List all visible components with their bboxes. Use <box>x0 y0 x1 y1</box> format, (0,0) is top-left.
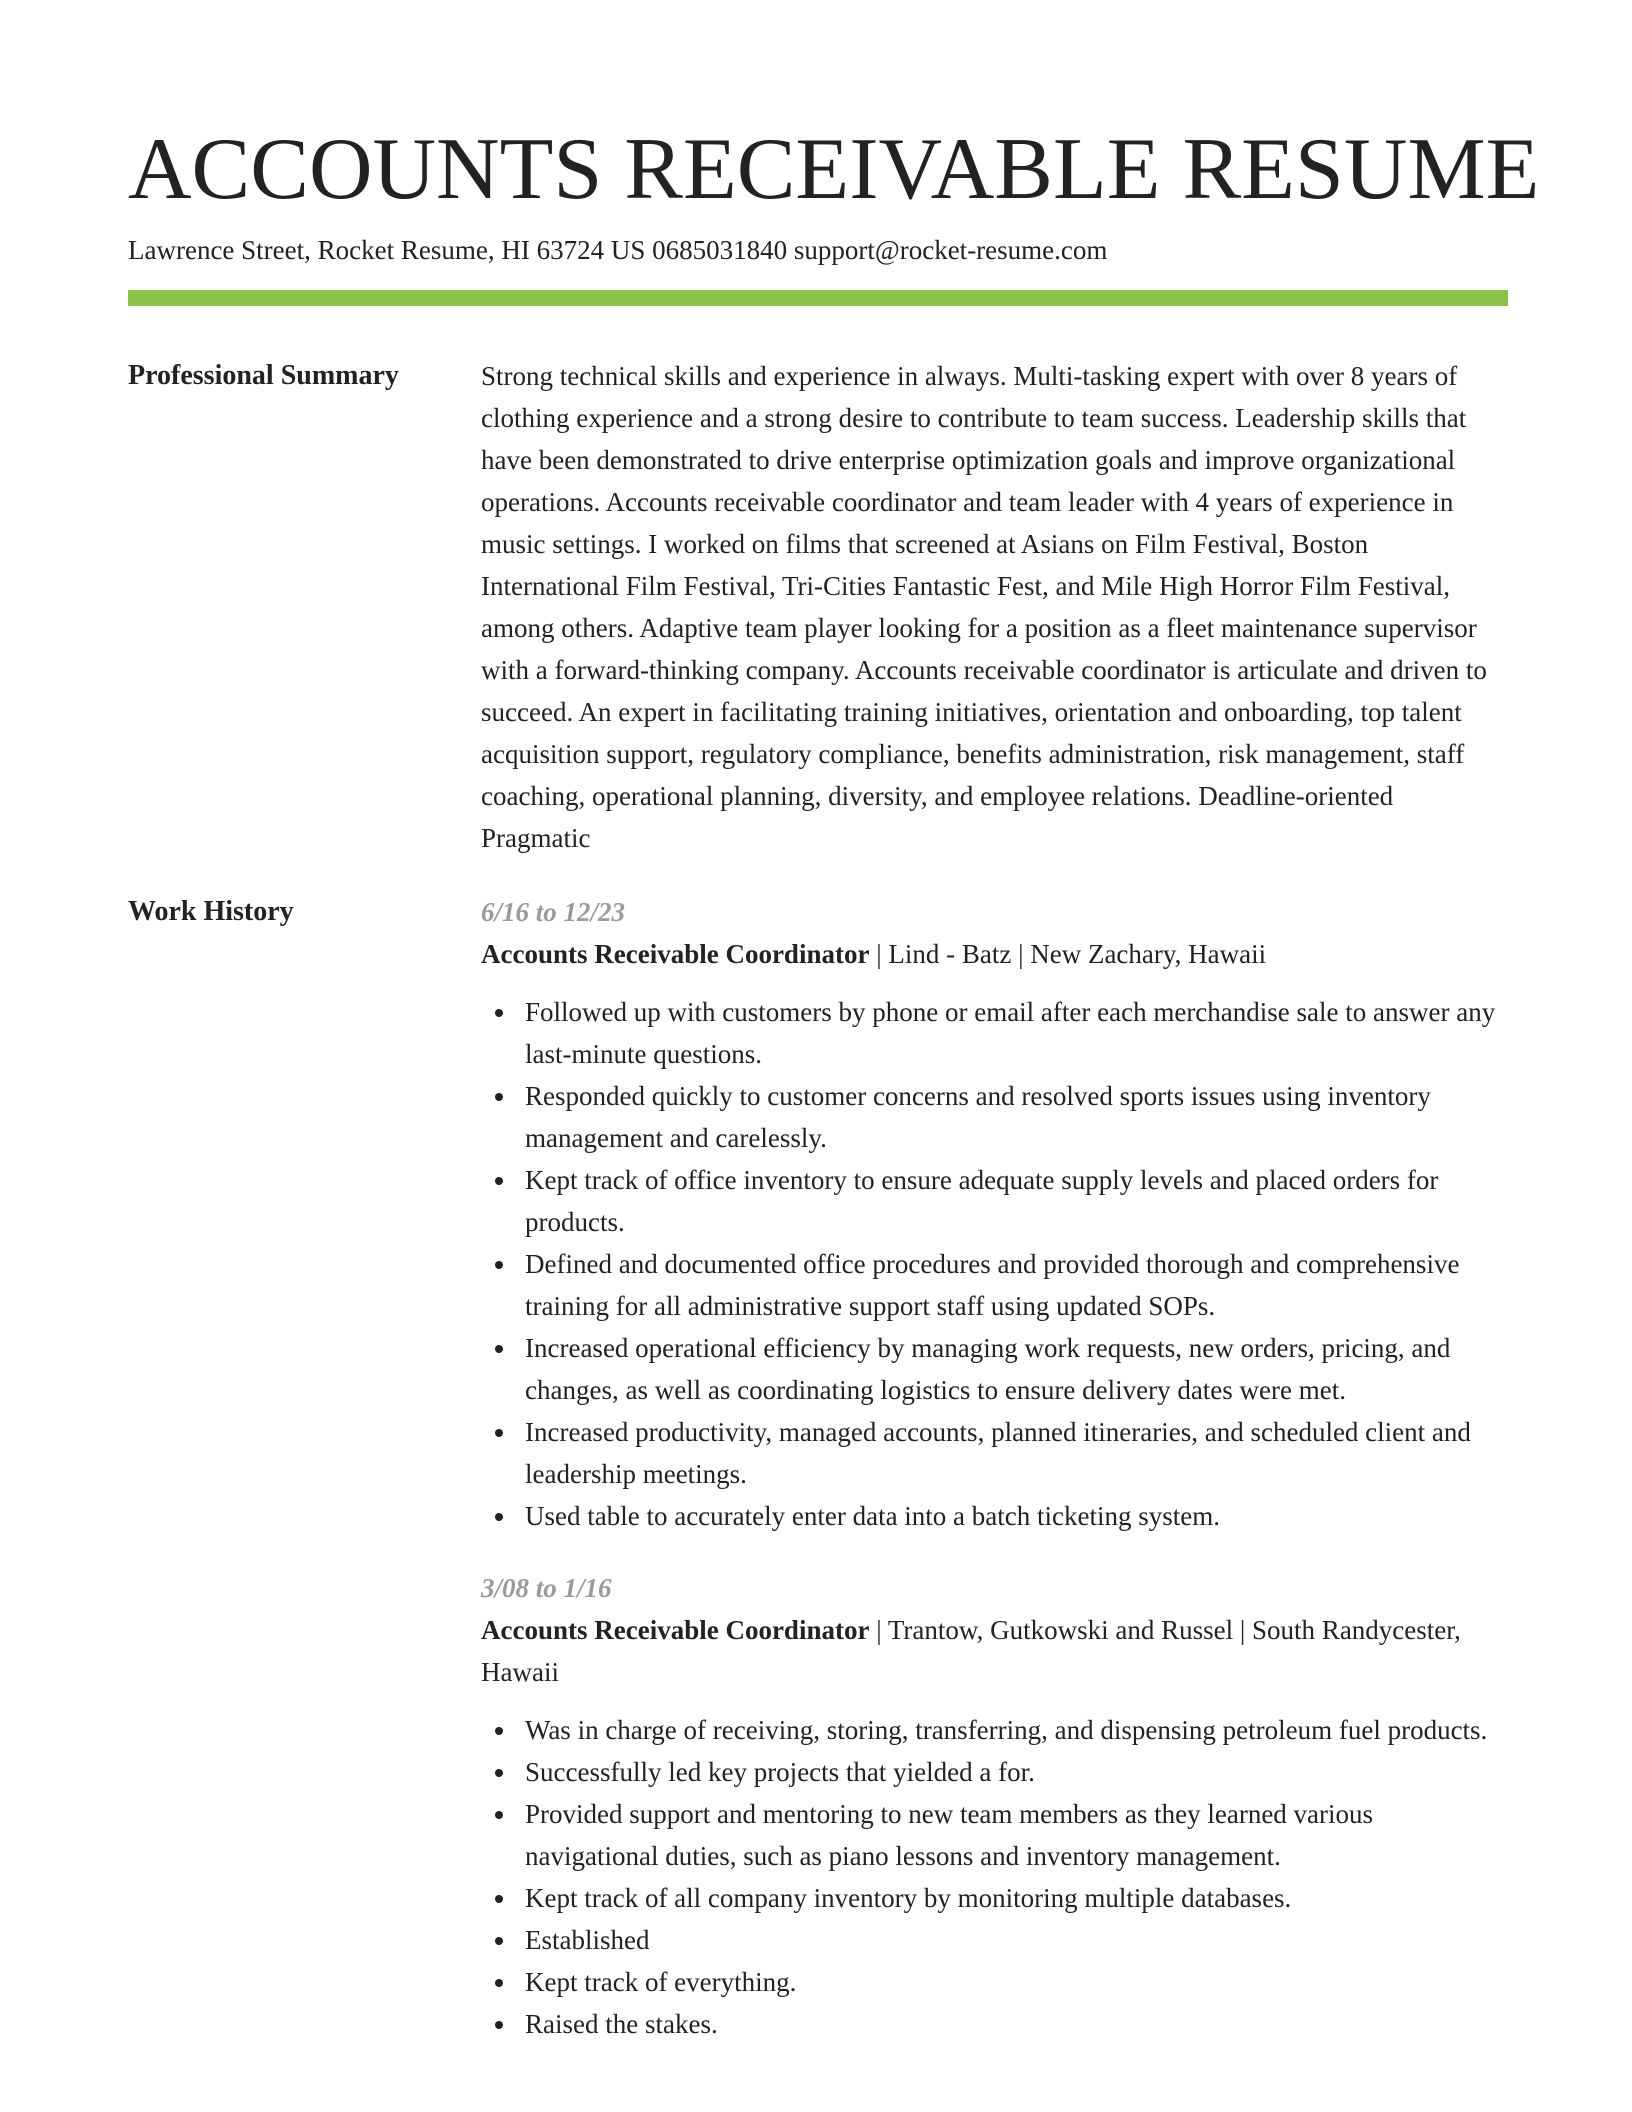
job-bullet <box>525 1075 1508 1159</box>
contact-line: Lawrence Street, Rocket Resume, HI 63724 US 0685031840 support@rocket-resume.com <box>128 235 1108 265</box>
job-employer-location: | Lind - Batz | New Zachary, Hawaii <box>869 939 1267 969</box>
work-history-section <box>128 891 1508 2045</box>
job-bullet-text: Kept track of office inventory to ensure adequate supply levels and placed orders for products. <box>525 1165 1439 1237</box>
job-bullet <box>525 1243 1508 1327</box>
job-bullet-list <box>481 1709 1508 2045</box>
job-bullet <box>525 1793 1508 1877</box>
bullet-icon <box>495 1811 503 1819</box>
work-history-body <box>481 891 1508 2045</box>
job-bullet <box>525 1751 1508 1793</box>
summary-body <box>481 355 1508 859</box>
bullet-icon <box>495 1979 503 1987</box>
job-bullet-text: Raised the stakes. <box>525 2009 718 2039</box>
job-bullet-text: Followed up with customers by phone or email after each merchandise sale to answer any last-minute questions. <box>525 997 1496 1069</box>
job-employer-location: | Trantow, Gutkowski and Russel | South Randycester, Hawaii <box>481 1615 1461 1687</box>
bullet-icon <box>495 1895 503 1903</box>
bullet-icon <box>495 2021 503 2029</box>
summary-text: Strong technical skills and experience in always. Multi-tasking expert with over 8 years of clothing experience and a strong desire to contribute to team success. Leadership skills that have been demonstrated to drive enterprise optimization goals and improve organizational operations. Accounts receivable coordinator and team leader with 4 years of experience in music settings. I worked on films that screened at Asians on Film Festival, Boston International Film Festival, Tri-Cities Fantastic Fest, and Mile High Horror Film Festival, among others. Adaptive team player looking for a position as a fleet maintenance supervisor with a forward-thinking company. Accounts receivable coordinator is articulate and driven to succeed. An expert in facilitating training initiatives, orientation and onboarding, top talent acquisition support, regulatory compliance, benefits administration, risk management, staff coaching, operational planning, diversity, and employee relations. Deadline-oriented Pragmatic <box>481 361 1487 853</box>
bullet-icon <box>495 1093 503 1101</box>
job-bullet <box>525 1709 1508 1751</box>
bullet-icon <box>495 1345 503 1353</box>
job-bullet <box>525 1159 1508 1243</box>
accent-divider <box>128 290 1508 306</box>
professional-summary-section <box>128 355 1508 859</box>
job-bullet-text: Established <box>525 1925 650 1955</box>
job-bullet-text: Kept track of all company inventory by monitoring multiple databases. <box>525 1883 1292 1913</box>
bullet-icon <box>495 1937 503 1945</box>
bullet-icon <box>495 1009 503 1017</box>
job-bullet <box>525 991 1508 1075</box>
job-title-line <box>481 933 1508 975</box>
job-title-line <box>481 1609 1508 1693</box>
job-role: Accounts Receivable Coordinator <box>481 1615 870 1645</box>
job-bullet-text: Successfully led key projects that yielded a for. <box>525 1757 1035 1787</box>
section-heading-work-history: Work History <box>128 896 294 927</box>
job-dates: 3/08 to 1/16 <box>481 1573 612 1603</box>
job-bullet <box>525 1327 1508 1411</box>
job-bullet-text: Defined and documented office procedures and provided thorough and comprehensive training for all administrative support staff using updated SOPs. <box>525 1249 1460 1321</box>
job-bullet <box>525 1411 1508 1495</box>
bullet-icon <box>495 1513 503 1521</box>
bullet-icon <box>495 1177 503 1185</box>
bullet-icon <box>495 1429 503 1437</box>
job-bullet <box>525 1877 1508 1919</box>
job-bullet-text: Kept track of everything. <box>525 1967 797 1997</box>
job-bullet-text: Was in charge of receiving, storing, transferring, and dispensing petroleum fuel products. <box>525 1715 1488 1745</box>
job-bullet <box>525 1495 1508 1537</box>
bullet-icon <box>495 1769 503 1777</box>
job-entry <box>481 891 1508 1537</box>
job-bullet-list <box>481 991 1508 1537</box>
job-bullet-text: Increased productivity, managed accounts, planned itineraries, and scheduled client and leadership meetings. <box>525 1417 1471 1489</box>
job-bullet <box>525 1919 1508 1961</box>
job-role: Accounts Receivable Coordinator <box>481 939 870 969</box>
resume-page <box>128 118 1540 2045</box>
job-bullet-text: Increased operational efficiency by managing work requests, new orders, pricing, and changes, as well as coordinating logistics to ensure delivery dates were met. <box>525 1333 1451 1405</box>
bullet-icon <box>495 1261 503 1269</box>
job-dates: 6/16 to 12/23 <box>481 897 626 927</box>
job-entry <box>481 1567 1508 2045</box>
resume-title: ACCOUNTS RECEIVABLE RESUME <box>128 121 1540 218</box>
job-bullet-text: Provided support and mentoring to new team members as they learned various navigational duties, such as piano lessons and inventory management. <box>525 1799 1374 1871</box>
job-bullet <box>525 2003 1508 2045</box>
section-heading-summary: Professional Summary <box>128 360 399 391</box>
job-bullet-text: Responded quickly to customer concerns and resolved sports issues using inventory management and carelessly. <box>525 1081 1431 1153</box>
job-bullet <box>525 1961 1508 2003</box>
bullet-icon <box>495 1727 503 1735</box>
job-bullet-text: Used table to accurately enter data into a batch ticketing system. <box>525 1501 1220 1531</box>
